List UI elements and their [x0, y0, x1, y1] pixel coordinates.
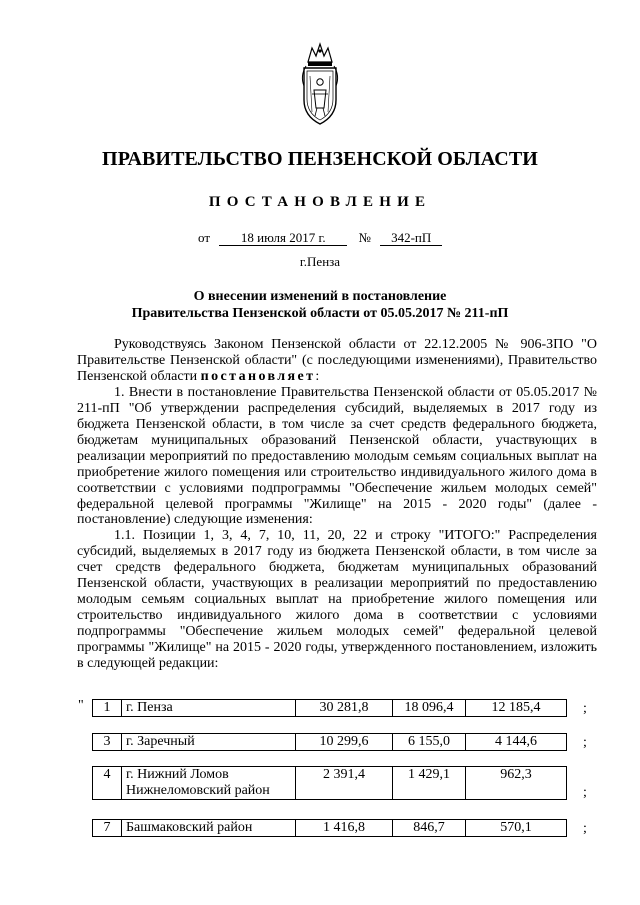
row-number: 7 — [93, 820, 122, 837]
preamble-verb: постановляет — [200, 368, 316, 384]
subject-line-2: Правительства Пензенской области от 05.05.2017 № 211-пП — [131, 306, 509, 321]
row-semicolon: ; — [583, 821, 587, 836]
federal-amount: 846,7 — [393, 820, 466, 837]
row-semicolon: ; — [583, 701, 587, 716]
municipality-name: г. Нижний Ломов Нижнеломовский район — [122, 767, 296, 800]
from-label: от — [198, 230, 211, 245]
municipality-name: Башмаковский район — [122, 820, 296, 837]
preamble-text: Руководствуясь Законом Пензенской области от 22.12.2005 № 906-ЗПО "О Правительстве Пензенской области" (с последующими изменениями), Правительство Пензенской области — [77, 337, 597, 384]
preamble-colon: : — [315, 368, 320, 384]
row-number: 1 — [93, 700, 122, 717]
row-number: 3 — [93, 734, 122, 751]
coat-of-arms-emblem — [298, 42, 342, 132]
federal-amount: 6 155,0 — [393, 734, 466, 751]
municipality-name: г. Заречный — [122, 734, 296, 751]
document-date: 18 июля 2017 г. — [219, 231, 347, 246]
document-body — [77, 337, 597, 672]
number-label: № — [358, 230, 371, 245]
government-title: ПРАВИТЕЛЬСТВО ПЕНЗЕНСКОЙ ОБЛАСТИ — [102, 148, 538, 170]
paragraph-item-1: 1. Внести в постановление Правительства Пензенской области от 05.05.2017 № 211-пП "Об утверждении распределения субсидий, выделяемых в 2017 году из бюджета Пензенской области, в том числе за счет средств федерального бюджета, бюджетам муниципальных образований Пензенской области, участвующих в реализации мероприятий по предоставлению молодым семьям социальных выплат на приобретение жилого помещения или строительство индивидуального жилого дома в соответствии с условиями подпрограммы "Обеспечение жильем молодых семей" федеральной целевой программы "Жилище" на 2015 - 2020 годы" (далее - постановление) следующие изменения: — [77, 384, 597, 528]
city: г.Пенза — [299, 254, 341, 269]
table-row — [92, 819, 567, 837]
federal-amount: 1 429,1 — [393, 767, 466, 800]
row-number: 4 — [93, 767, 122, 800]
total-amount: 2 391,4 — [296, 767, 393, 800]
table-row — [92, 699, 567, 717]
document-number: 342-пП — [380, 231, 442, 246]
table-row — [92, 733, 567, 751]
total-amount: 10 299,6 — [296, 734, 393, 751]
regional-amount: 570,1 — [466, 820, 567, 837]
municipality-name: г. Пенза — [122, 700, 296, 717]
paragraph-item-1-1: 1.1. Позиции 1, 3, 4, 7, 10, 11, 20, 22 и строку "ИТОГО:" Распределения субсидий, выделяемых в 2017 году из бюджета Пензенской области, в том числе за счет средств федерального бюджета, бюджетам муниципальных образований Пензенской области, участвующих в реализации мероприятий по предоставлению молодым семьям социальных выплат на приобретение жилого помещения или строительство индивидуального жилого дома в соответствии с условиями подпрограммы "Обеспечение жильем молодых семей" федеральной целевой программы "Жилище" на 2015 - 2020 годы, утвержденного постановлением, изложить в следующей редакции: — [77, 528, 597, 672]
paragraph-preamble — [77, 337, 597, 385]
subject-heading — [0, 288, 640, 322]
table-row — [92, 766, 567, 800]
regional-amount: 4 144,6 — [466, 734, 567, 751]
subject-line-1: О внесении изменений в постановление — [193, 289, 447, 304]
date-number-line — [198, 230, 442, 246]
regional-amount: 962,3 — [466, 767, 567, 800]
row-semicolon: ; — [583, 785, 587, 800]
regional-amount: 12 185,4 — [466, 700, 567, 717]
row-semicolon: ; — [583, 735, 587, 750]
federal-amount: 18 096,4 — [393, 700, 466, 717]
total-amount: 30 281,8 — [296, 700, 393, 717]
document-type: ПОСТАНОВЛЕНИЕ — [208, 194, 432, 210]
open-quote: " — [78, 698, 84, 713]
total-amount: 1 416,8 — [296, 820, 393, 837]
